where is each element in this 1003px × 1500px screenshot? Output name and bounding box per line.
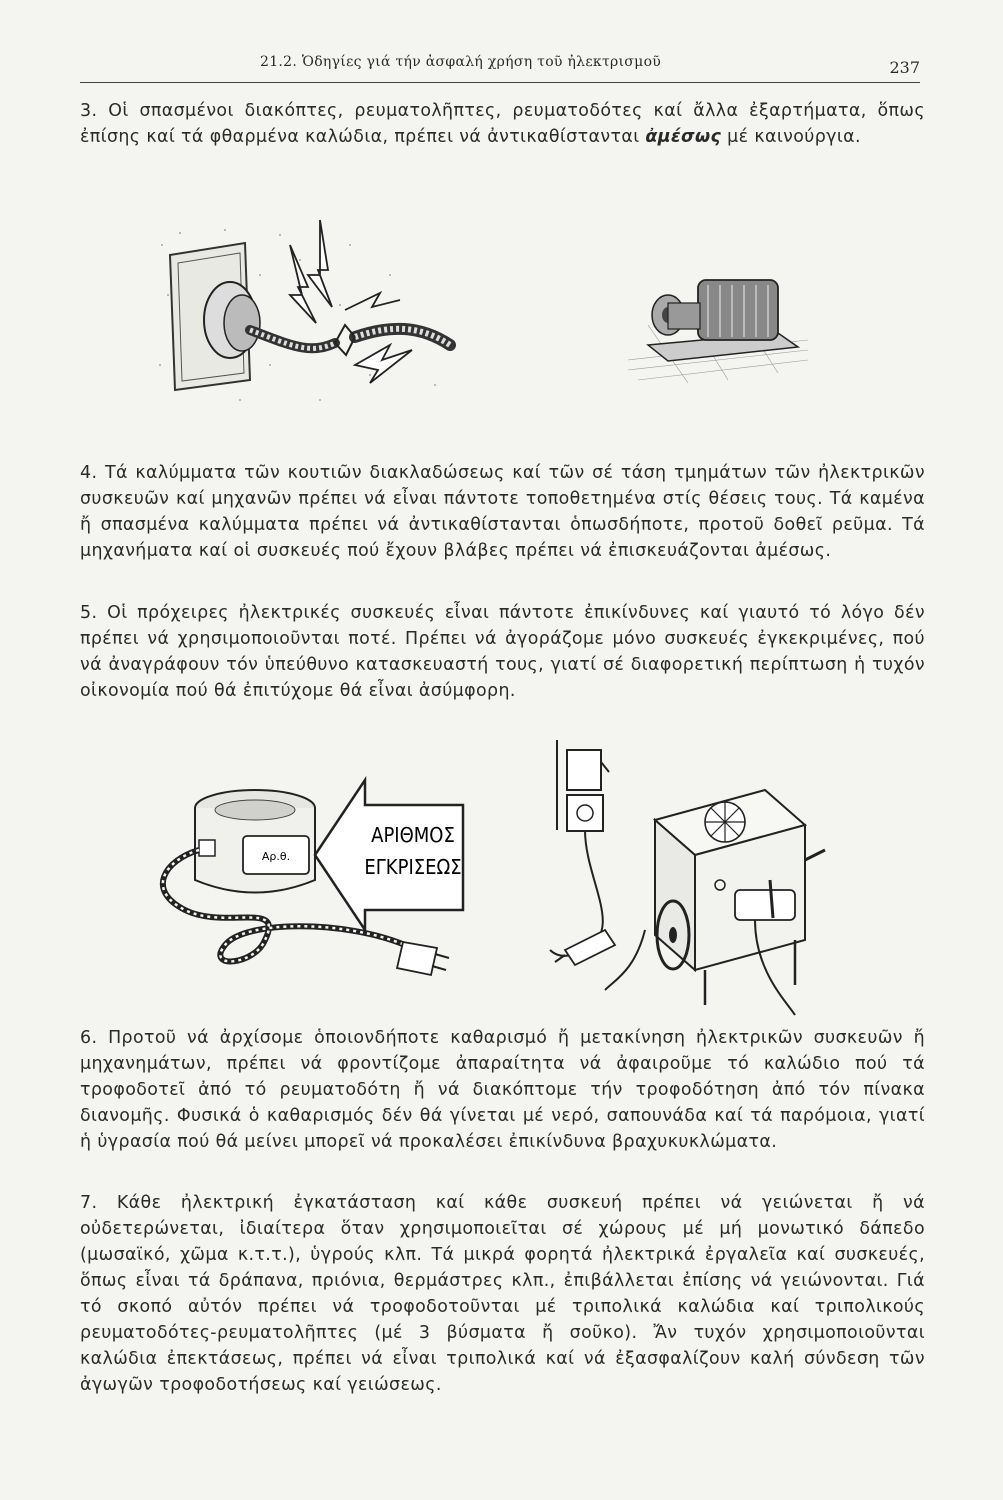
figure-broken-plug-sparks [150,215,460,415]
figure-approved-appliance [145,770,475,1000]
paragraph-7: 7. Κάθε ἠλεκτρική ἐγκατάσταση καί κάθε συσκευή πρέπει νά γειώνεται ἤ νά οὐδετερώνεται, ἰδιαίτερα ὅταν χρησιμοποιεῖται σέ χώρους μέ μή μονωτικό δάπεδο (μωσαϊκό, χῶμα κ.τ.τ.), ὑγρούς κλπ. Τά μικρά φορητά ἠλεκτρικά ἐργαλεῖα καί συσκευές, ὅπως εἶναι τά δράπανα, πριόνια, θερμάστρες κλπ., ἐπιβάλλεται ἐπίσης νά γειώνονται. Γιά τό σκοπό αὐτόν πρέπει νά τροφοδοτοῦνται μέ τριπολικά καλώδια καί τριπολικούς ρευματοδότες-ρευματολῆπτες (μέ 3 βύσματα ἤ σοῦκο). Ἄν τυχόν χρησιμοποιοῦνται καλώδια ἐπεκτάσεως, πρέπει νά εἶναι τριπολικά καί νά ἐξασφαλίζουν καλή σύνδεση τῶν ἀγωγῶν τροφοδοτήσεως καί γειώσεως. [80,1193,925,1395]
arrow-label-line2: ΕΓΚΡΙΣΕΩΣ [364,855,462,879]
paragraph-3: 3. Οἱ σπασμένοι διακόπτες, ρευματολῆπτες, ρευματοδότες καί ἄλλα ἐξαρτήματα, ὅπως ἐπίσης καί τά φθαρμένα καλώδια, πρέπει νά ἀντικαθίστανται ἀμέσως μέ καινούργια. [80,101,925,147]
page-number: 237 [889,58,920,77]
figure-electric-motor [628,255,808,385]
paragraph-4: 4. Τά καλύμματα τῶν κουτιῶν διακλαδώσεως καί τῶν σέ τάση τμημάτων τῶν ἠλεκτρικῶν συσκευῶν καί μηχανῶν πρέπει νά εἶναι πάντοτε τοποθετημένα στίς θέσεις τους. Τά καμένα ἤ σπασμένα καλύμματα πρέπει νά ἀντικαθίστανται ὁπωσδήποτε, προτοῦ δοθεῖ ρεῦμα. Τά μηχανήματα καί οἱ συσκευές πού ἔχουν βλάβες πρέπει νά ἐπισκευάζονται ἀμέσως. [80,463,925,561]
paragraph-5: 5. Οἱ πρόχειρες ἠλεκτρικές συσκευές εἶναι πάντοτε ἐπικίνδυνες καί γιαυτό τό λόγο δέν πρέπει νά χρησιμοποιοῦνται ποτέ. Πρέπει νά ἀγοράζομε μόνο συσκευές ἐγκεκριμένες, πού νά ἀναγράφουν τόν ὑπεύθυνο κατασκευαστή τους, γιατί σέ διαφορετική περίπτωση ἡ τυχόν οἰκονομία πού θά ἐπιτύχομε θά εἶναι ἀσύμφορη. [80,603,925,701]
paragraph-6: 6. Προτοῦ νά ἀρχίσομε ὁποιονδήποτε καθαρισμό ἤ μετακίνηση ἠλεκτρικῶν συσκευῶν ἤ μηχανημάτων, πρέπει νά φροντίζομε ἀπαραίτητα νά ἀφαιροῦμε τό καλώδιο πού τά τροφοδοτεῖ ἀπό τό ρευματοδότη ἤ νά διακόπτομε τήν τροφοδότηση ἀπό τόν πίνακα διανομῆς. Φυσικά ὁ καθαρισμός δέν θά γίνεται μέ νερό, σαπουνάδα καί τά παρόμοια, γιατί ἡ ὑγρασία πού θά μείνει μπορεῖ νά προκαλέσει ἐπικίνδυνα βραχυκυκλώματα. [80,1028,925,1152]
header-title: 21.2. Ὁδηγίες γιά τήν ἀσφαλή χρήση τοῦ ἠλεκτρισμοῦ [260,54,662,70]
arrow-label-line1: ΑΡΙΘΜΟΣ [371,823,455,847]
emphasis-immediately: ἀμέσως [645,127,722,147]
figure-grounded-machine [545,740,845,1030]
running-header [80,44,920,83]
plate-label: Αρ.θ. [261,850,291,863]
